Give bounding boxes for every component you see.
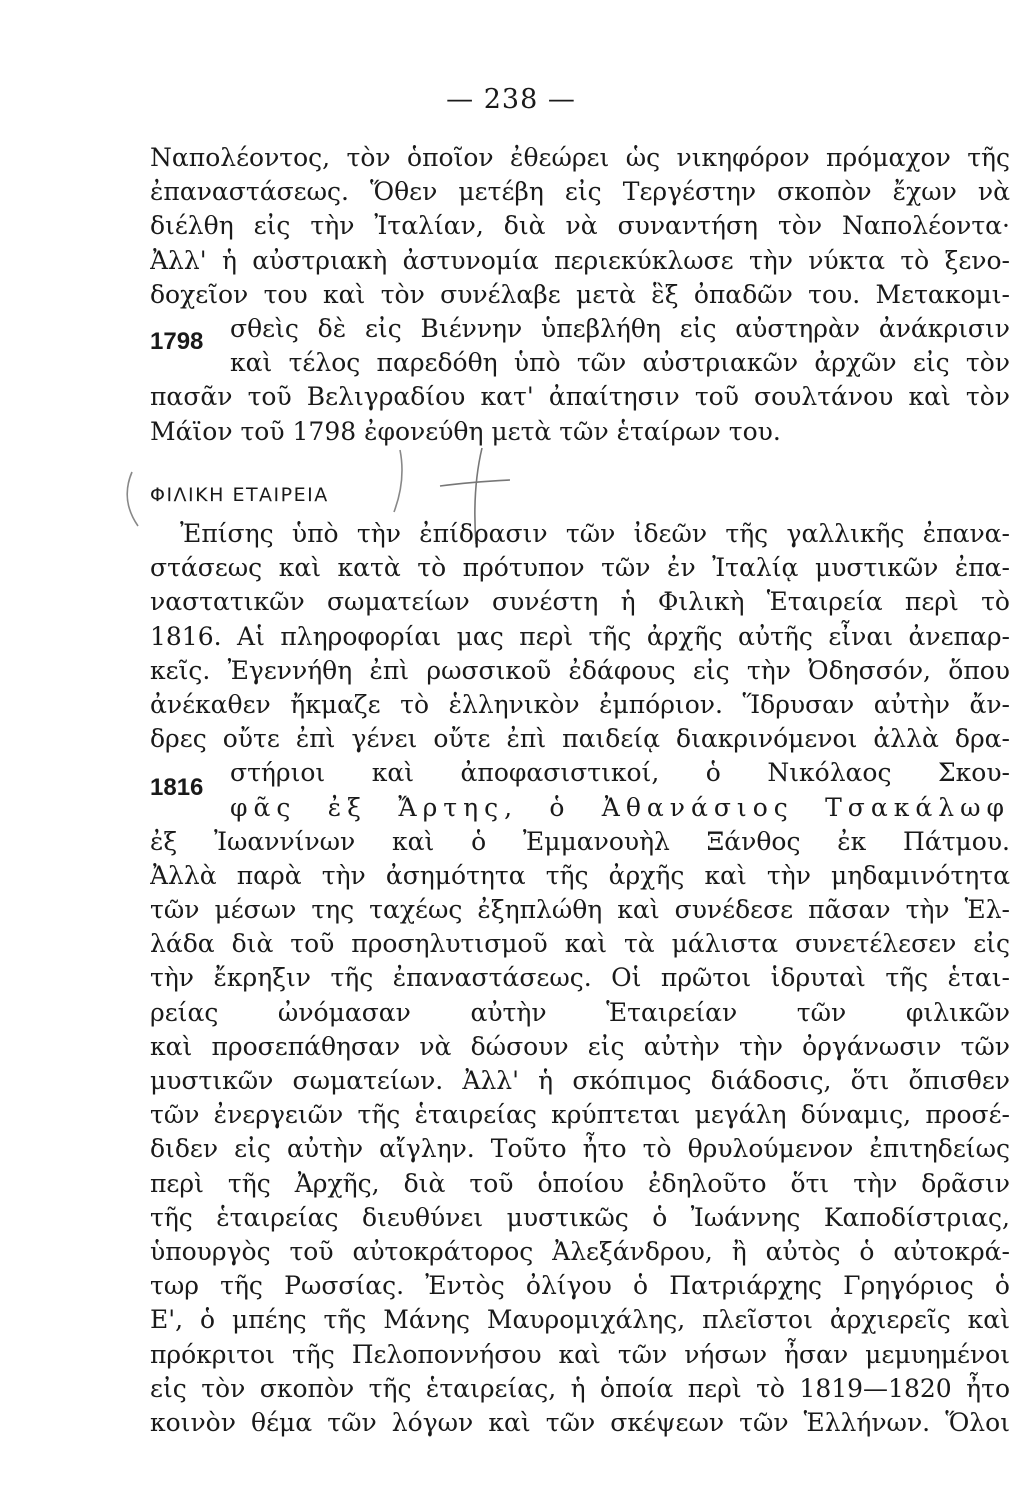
text-line: πασᾶν τοῦ Βελιγραδίου κατ' ἀπαίτησιν τοῦ σουλτάνου καὶ τὸν <box>150 382 1010 412</box>
text-line: στήριοι καὶ ἀποφασιστικοί, ὁ Νικόλαος Σκου- <box>230 758 1010 788</box>
text-line: στάσεως καὶ κατὰ τὸ πρότυπον τῶν ἐν Ἰταλίᾳ μυστικῶν ἐπα- <box>150 553 1010 583</box>
text-line: ἐξ Ἰωαννίνων καὶ ὁ Ἐμμανουὴλ Ξάνθος ἐκ Πάτμου. <box>150 826 1010 856</box>
text-line: διέλθη εἰς τὴν Ἰταλίαν, διὰ νὰ συναντήση τὸν Ναπολέοντα· <box>150 211 1010 241</box>
text-line: μυστικῶν σωματείων. Ἀλλ' ἡ σκόπιμος διάδοσις, ὅτι ὄπισθεν <box>150 1066 1010 1095</box>
section-heading: ΦΙΛΙΚΗ ΕΤΑΙΡΕΙΑ <box>150 484 329 506</box>
text-line: ἐπαναστάσεως. Ὅθεν μετέβη εἰς Τεργέστην σκοπὸν ἔχων νὰ <box>150 177 1010 207</box>
text-line: τῆς ἑταιρείας διευθύνει μυστικῶς ὁ Ἰωάννης Καποδίστριας, <box>150 1202 1010 1232</box>
text-line: ὑπουργὸς τοῦ αὐτοκράτορος Ἀλεξάνδρου, ἢ αὐτὸς ὁ αὐτοκρά- <box>150 1236 1010 1266</box>
text-line: λάδα διὰ τοῦ προσηλυτισμοῦ καὶ τὰ μάλιστα συνετέλεσεν εἰς <box>150 929 1010 959</box>
text-line: δρες οὔτε ἐπὶ γένει οὔτε ἐπὶ παιδείᾳ διακρινόμενοι ἀλλὰ δρα- <box>150 724 1010 754</box>
text-line: περὶ τῆς Ἀρχῆς, διὰ τοῦ ὁποίου ἐδηλοῦτο ὅτι τὴν δρᾶσιν <box>150 1168 1010 1198</box>
text-line: καὶ προσεπάθησαν νὰ δώσουν εἰς αὐτὴν τὴν ὀργάνωσιν τῶν <box>150 1031 1010 1061</box>
text-line: τῶν ἐνεργειῶν τῆς ἑταιρείας κρύπτεται μεγάλη δύναμις, προσέ- <box>150 1100 1010 1130</box>
text-line: δοχεῖον του καὶ τὸν συνέλαβε μετὰ ἓξ ὀπαδῶν του. Μετακομι- <box>150 279 1010 309</box>
text-line: Ε', ὁ μπέης τῆς Μάνης Μαυρομιχάλης, πλεῖστοι ἀρχιερεῖς καὶ <box>150 1305 1010 1335</box>
text-line: 1816. Αἱ πληροφορίαι μας περὶ τῆς ἀρχῆς αὐτῆς εἶναι ἀνεπαρ- <box>150 621 1010 651</box>
text-line: τῶν μέσων της ταχέως ἐξηπλώθη καὶ συνέδεσε πᾶσαν τὴν Ἑλ- <box>150 895 1010 925</box>
text-line: τὴν ἔκρηξιν τῆς ἐπαναστάσεως. Οἱ πρῶτοι ἱδρυταὶ τῆς ἑται- <box>150 963 1010 993</box>
text-line: Ἀλλ' ἡ αὐστριακὴ ἀστυνομία περιεκύκλωσε τὴν νύκτα τὸ ξενο- <box>150 245 1010 275</box>
text-line: ἀνέκαθεν ἤκμαζε τὸ ἑλληνικὸν ἐμπόριον. Ἵδρυσαν αὐτὴν ἄν- <box>150 689 1010 719</box>
text-line: διδεν εἰς αὐτὴν αἴγλην. Τοῦτο ἦτο τὸ θρυλούμενον ἐπιτηδείως <box>150 1134 1010 1164</box>
text-line: καὶ τέλος παρεδόθη ὑπὸ τῶν αὐστριακῶν ἀρχῶν εἰς τὸν <box>230 348 1010 378</box>
paragraph-filiki-etaireia <box>150 517 1010 1440</box>
text-line: σθεὶς δὲ εἰς Βιέννην ὑπεβλήθη εἰς αὐστηρὰν ἀνάκρισιν <box>230 313 1010 343</box>
text-line: εἰς τὸν σκοπὸν τῆς ἑταιρείας, ἡ ὁποία περὶ τὸ 1819—1820 ἦτο <box>150 1373 1010 1403</box>
text-line: φᾶς ἐξ Ἄρτης, ὁ Ἀθανάσιος Τσακάλωφ <box>230 792 1010 822</box>
text-line: κοινὸν θέμα τῶν λόγων καὶ τῶν σκέψεων τῶν Ἑλλήνων. Ὅλοι <box>150 1407 1010 1437</box>
text-line: τωρ τῆς Ρωσσίας. Ἐντὸς ὀλίγου ὁ Πατριάρχης Γρηγόριος ὁ <box>150 1271 1010 1301</box>
text-line: κεῖς. Ἐγεννήθη ἐπὶ ρωσσικοῦ ἐδάφους εἰς τὴν Ὀδησσόν, ὅπου <box>150 655 1010 685</box>
page-number: — 238 — <box>446 84 576 115</box>
text-line: πρόκριτοι τῆς Πελοποννήσου καὶ τῶν νήσων ἦσαν μεμυημένοι <box>150 1339 1010 1369</box>
text-line: ναστατικῶν σωματείων συνέστη ἡ Φιλικὴ Ἑταιρεία περὶ τὸ <box>150 587 1010 617</box>
text-line: Ἐπίσης ὑπὸ τὴν ἐπίδρασιν τῶν ἰδεῶν τῆς γαλλικῆς ἐπανα- <box>180 519 1010 548</box>
margin-year-1816: 1816 <box>150 774 204 801</box>
text-line: Ναπολέοντος, τὸν ὁποῖον ἐθεώρει ὡς νικηφόρον πρόμαχον τῆς <box>150 143 1010 172</box>
text-line: Μάϊον τοῦ 1798 ἐφονεύθη μετὰ τῶν ἑταίρων του. <box>150 416 781 446</box>
paragraph-napoleon <box>150 141 1010 449</box>
margin-year-1798: 1798 <box>150 328 204 355</box>
text-line: ρείας ὠνόμασαν αὐτὴν Ἑταιρείαν τῶν φιλικῶν <box>150 997 1010 1027</box>
text-line: Ἀλλὰ παρὰ τὴν ἀσημότητα τῆς ἀρχῆς καὶ τὴν μηδαμινότητα <box>150 860 1010 890</box>
